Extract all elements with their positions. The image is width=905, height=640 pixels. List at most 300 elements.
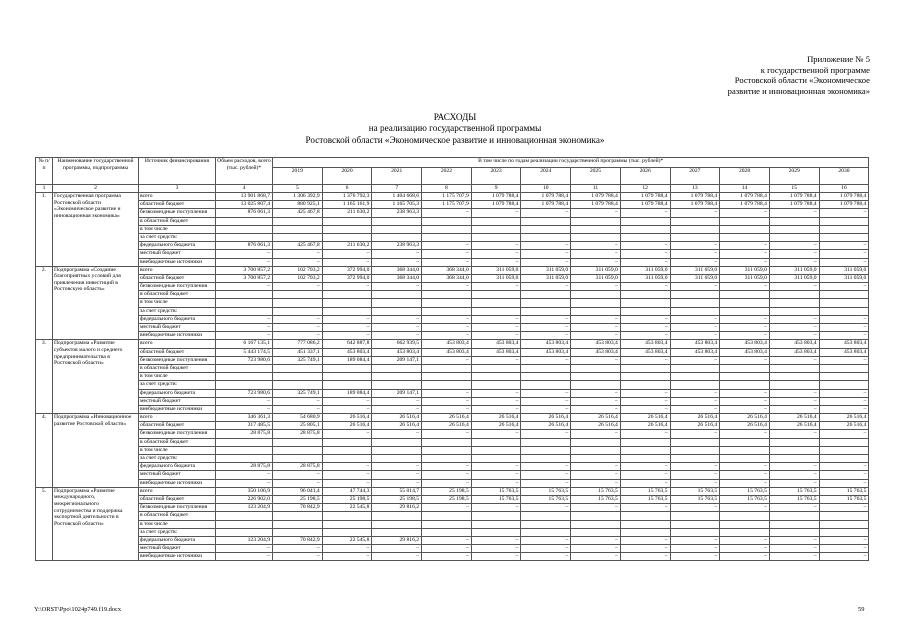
header-year: 2021 xyxy=(372,168,422,185)
year-amount: – xyxy=(769,250,819,258)
funding-source: областной бюджет xyxy=(139,274,216,282)
table-row xyxy=(36,430,869,438)
year-amount xyxy=(521,528,571,536)
year-amount: 1 079 788,4 xyxy=(471,193,521,201)
table-row xyxy=(36,291,869,299)
header-col-number: 6 xyxy=(322,185,372,193)
funding-source: всего xyxy=(139,487,216,495)
year-amount: – xyxy=(521,242,571,250)
year-amount xyxy=(571,528,621,536)
year-amount xyxy=(273,455,323,463)
table-row xyxy=(36,209,869,217)
year-amount xyxy=(670,446,720,454)
year-amount xyxy=(273,512,323,520)
year-amount: – xyxy=(521,283,571,291)
year-amount xyxy=(620,225,670,233)
year-amount: – xyxy=(422,315,472,323)
year-amount xyxy=(769,512,819,520)
year-amount: – xyxy=(769,209,819,217)
year-amount: 25 198,5 xyxy=(273,495,323,503)
funding-source: внебюджетные источники xyxy=(139,405,216,413)
year-amount xyxy=(322,455,372,463)
year-amount: 70 842,9 xyxy=(273,536,323,544)
year-amount: 29 816,2 xyxy=(372,504,422,512)
year-amount: – xyxy=(720,315,770,323)
year-amount: – xyxy=(819,209,869,217)
row-number: 2. xyxy=(36,266,53,340)
year-amount: 453 803,4 xyxy=(571,348,621,356)
year-amount: – xyxy=(322,479,372,487)
year-amount xyxy=(471,307,521,315)
year-amount: – xyxy=(471,389,521,397)
year-amount xyxy=(819,364,869,372)
funding-source: в областной бюджет xyxy=(139,438,216,446)
year-amount: – xyxy=(273,283,323,291)
year-amount xyxy=(670,299,720,307)
year-amount xyxy=(521,291,571,299)
year-amount xyxy=(471,446,521,454)
table-row xyxy=(36,258,869,266)
year-amount xyxy=(372,438,422,446)
year-amount: 311 059,0 xyxy=(521,266,571,274)
year-amount xyxy=(819,528,869,536)
total-amount xyxy=(216,438,273,446)
year-amount: – xyxy=(769,479,819,487)
year-amount: – xyxy=(720,553,770,561)
year-amount: – xyxy=(322,283,372,291)
year-amount xyxy=(670,307,720,315)
year-amount: – xyxy=(769,389,819,397)
year-amount xyxy=(322,233,372,241)
year-amount: 15 763,5 xyxy=(819,487,869,495)
year-amount: 1 404 668,6 xyxy=(372,193,422,201)
year-amount: – xyxy=(670,283,720,291)
year-amount xyxy=(769,307,819,315)
year-amount: 1 079 788,4 xyxy=(720,201,770,209)
year-amount xyxy=(372,381,422,389)
year-amount: 26 516,4 xyxy=(422,414,472,422)
year-amount xyxy=(571,217,621,225)
year-amount xyxy=(720,446,770,454)
year-amount xyxy=(819,225,869,233)
total-amount xyxy=(216,225,273,233)
year-amount: 1 079 788,4 xyxy=(670,193,720,201)
year-amount xyxy=(819,373,869,381)
year-amount: – xyxy=(620,553,670,561)
year-amount: – xyxy=(422,397,472,405)
year-amount: – xyxy=(819,389,869,397)
year-amount xyxy=(620,455,670,463)
year-amount: – xyxy=(769,332,819,340)
year-amount: – xyxy=(273,397,323,405)
year-amount: – xyxy=(720,405,770,413)
year-amount: – xyxy=(322,471,372,479)
year-amount xyxy=(521,307,571,315)
year-amount: – xyxy=(720,324,770,332)
year-amount: – xyxy=(372,283,422,291)
year-amount: – xyxy=(720,242,770,250)
year-amount: – xyxy=(670,258,720,266)
year-amount: – xyxy=(422,479,472,487)
year-amount: – xyxy=(620,332,670,340)
year-amount: 311 059,0 xyxy=(769,274,819,282)
year-amount: – xyxy=(620,258,670,266)
year-amount xyxy=(273,446,323,454)
appendix-line: развитие и инновационная экономика» xyxy=(727,85,870,96)
year-amount: 372 994,0 xyxy=(322,266,372,274)
year-amount xyxy=(273,364,323,372)
header-col-number: 15 xyxy=(769,185,819,193)
year-amount xyxy=(670,455,720,463)
year-amount xyxy=(471,291,521,299)
year-amount: 642 887,8 xyxy=(322,340,372,348)
year-amount xyxy=(620,364,670,372)
funding-source: всего xyxy=(139,414,216,422)
table-row xyxy=(36,373,869,381)
year-amount: – xyxy=(422,332,472,340)
year-amount: 26 516,4 xyxy=(571,422,621,430)
year-amount: 15 763,5 xyxy=(521,487,571,495)
year-amount xyxy=(670,291,720,299)
year-amount xyxy=(720,217,770,225)
year-amount: 26 516,4 xyxy=(720,414,770,422)
funding-source: областной бюджет xyxy=(139,201,216,209)
year-amount xyxy=(422,364,472,372)
year-amount xyxy=(620,446,670,454)
year-amount xyxy=(670,373,720,381)
year-amount: 453 803,4 xyxy=(571,340,621,348)
year-amount xyxy=(521,512,571,520)
year-amount: – xyxy=(720,209,770,217)
year-amount: – xyxy=(720,545,770,553)
table-row xyxy=(36,201,869,209)
year-amount: – xyxy=(322,463,372,471)
total-amount: – xyxy=(216,479,273,487)
year-amount xyxy=(422,455,472,463)
year-amount: 453 803,4 xyxy=(670,348,720,356)
year-amount: 211 630,2 xyxy=(322,242,372,250)
year-amount xyxy=(422,225,472,233)
year-amount: 26 516,4 xyxy=(670,422,720,430)
year-amount: – xyxy=(471,405,521,413)
year-amount xyxy=(471,438,521,446)
year-amount: – xyxy=(720,471,770,479)
year-amount xyxy=(819,455,869,463)
funding-source: в том числе xyxy=(139,520,216,528)
year-amount: – xyxy=(620,389,670,397)
year-amount: – xyxy=(471,536,521,544)
year-amount: – xyxy=(372,324,422,332)
year-amount: – xyxy=(620,545,670,553)
year-amount xyxy=(720,438,770,446)
year-amount xyxy=(322,299,372,307)
year-amount: – xyxy=(819,463,869,471)
funding-source: внебюджетные источники xyxy=(139,332,216,340)
year-amount: 26 516,4 xyxy=(471,414,521,422)
year-amount xyxy=(819,233,869,241)
year-amount: 311 059,0 xyxy=(670,266,720,274)
year-amount: – xyxy=(372,315,422,323)
year-amount: – xyxy=(471,553,521,561)
year-amount xyxy=(670,520,720,528)
year-amount xyxy=(620,307,670,315)
year-amount: – xyxy=(571,283,621,291)
header-name: Наименование государственной программы, подпрограммы xyxy=(53,158,139,185)
year-amount xyxy=(372,233,422,241)
year-amount: – xyxy=(521,471,571,479)
year-amount: 15 763,5 xyxy=(769,495,819,503)
title-line: РАСХОДЫ xyxy=(433,112,477,122)
year-amount: – xyxy=(819,545,869,553)
year-amount: 311 059,0 xyxy=(471,274,521,282)
year-amount: – xyxy=(819,332,869,340)
year-amount: – xyxy=(273,545,323,553)
year-amount xyxy=(670,528,720,536)
year-amount: – xyxy=(819,250,869,258)
table-row xyxy=(36,364,869,372)
year-amount xyxy=(720,520,770,528)
year-amount xyxy=(471,381,521,389)
year-amount: 15 763,5 xyxy=(471,495,521,503)
year-amount xyxy=(471,528,521,536)
funding-source: местный бюджет xyxy=(139,250,216,258)
year-amount: – xyxy=(521,545,571,553)
year-amount: 26 516,4 xyxy=(322,422,372,430)
funding-source: за счет средств: xyxy=(139,233,216,241)
year-amount: 311 059,0 xyxy=(720,266,770,274)
header-year: 2023 xyxy=(471,168,521,185)
year-amount: 311 059,0 xyxy=(571,274,621,282)
table-row xyxy=(36,242,869,250)
total-amount: 876 061,3 xyxy=(216,209,273,217)
year-amount: – xyxy=(322,250,372,258)
year-amount: – xyxy=(620,405,670,413)
total-amount: 5 443 174,5 xyxy=(216,348,273,356)
year-amount: 26 516,4 xyxy=(670,414,720,422)
year-amount: 25 198,5 xyxy=(322,495,372,503)
year-amount: – xyxy=(819,553,869,561)
year-amount: 662 939,5 xyxy=(372,340,422,348)
year-amount: – xyxy=(471,545,521,553)
year-amount: 1 079 788,4 xyxy=(571,201,621,209)
year-amount xyxy=(471,225,521,233)
year-amount: 311 059,0 xyxy=(720,274,770,282)
year-amount: – xyxy=(819,315,869,323)
year-amount: – xyxy=(422,258,472,266)
year-amount: – xyxy=(422,536,472,544)
year-amount: 26 516,4 xyxy=(422,422,472,430)
year-amount: – xyxy=(521,258,571,266)
year-amount xyxy=(372,446,422,454)
total-amount: – xyxy=(216,332,273,340)
year-amount: 453 803,4 xyxy=(322,348,372,356)
year-amount: 15 763,5 xyxy=(720,495,770,503)
year-amount xyxy=(769,364,819,372)
year-amount: – xyxy=(322,545,372,553)
year-amount: 54 680,9 xyxy=(273,414,323,422)
header-col-number: 1 xyxy=(36,185,53,193)
year-amount xyxy=(422,438,472,446)
year-amount: 25 805,1 xyxy=(273,422,323,430)
year-amount xyxy=(422,520,472,528)
year-amount: – xyxy=(769,545,819,553)
year-amount: – xyxy=(720,430,770,438)
year-amount: – xyxy=(422,283,472,291)
year-amount xyxy=(471,233,521,241)
total-amount: – xyxy=(216,553,273,561)
year-amount: 26 516,4 xyxy=(620,422,670,430)
year-amount: – xyxy=(273,405,323,413)
year-amount: – xyxy=(819,242,869,250)
year-amount xyxy=(819,217,869,225)
expenses-table xyxy=(35,157,869,561)
header-years-caption: В том числе по годам реализации государственной программы (тыс. рублей)* xyxy=(273,158,869,168)
appendix-line: Приложение № 5 xyxy=(807,54,870,64)
year-amount xyxy=(571,373,621,381)
year-amount: – xyxy=(322,430,372,438)
year-amount xyxy=(720,233,770,241)
total-amount: – xyxy=(216,471,273,479)
year-amount xyxy=(471,520,521,528)
year-amount xyxy=(422,373,472,381)
row-number: 1. xyxy=(36,193,53,267)
total-amount: 3 700 857,2 xyxy=(216,274,273,282)
year-amount: – xyxy=(571,536,621,544)
total-amount: – xyxy=(216,405,273,413)
year-amount: – xyxy=(571,553,621,561)
year-amount: 102 703,2 xyxy=(273,274,323,282)
year-amount xyxy=(372,225,422,233)
year-amount xyxy=(720,381,770,389)
year-amount xyxy=(521,373,571,381)
year-amount xyxy=(471,455,521,463)
year-amount: – xyxy=(720,283,770,291)
header-source: Источник финансирования xyxy=(139,158,216,185)
year-amount: – xyxy=(620,397,670,405)
year-amount: – xyxy=(819,283,869,291)
year-amount: – xyxy=(471,332,521,340)
total-amount: – xyxy=(216,315,273,323)
year-amount: – xyxy=(670,463,720,471)
year-amount xyxy=(471,217,521,225)
year-amount xyxy=(273,438,323,446)
table-row xyxy=(36,495,869,503)
year-amount: 25 198,5 xyxy=(422,495,472,503)
year-amount xyxy=(769,381,819,389)
year-amount: – xyxy=(322,258,372,266)
table-row xyxy=(36,332,869,340)
year-amount: 1 079 788,4 xyxy=(769,193,819,201)
year-amount xyxy=(819,299,869,307)
year-amount xyxy=(322,217,372,225)
year-amount: – xyxy=(422,250,472,258)
header-year: 2019 xyxy=(273,168,323,185)
year-amount: 209 147,1 xyxy=(372,356,422,364)
year-amount xyxy=(372,217,422,225)
year-amount: 15 763,5 xyxy=(571,487,621,495)
table-row xyxy=(36,299,869,307)
year-amount: – xyxy=(521,504,571,512)
year-amount xyxy=(322,291,372,299)
year-amount: – xyxy=(273,553,323,561)
year-amount xyxy=(769,438,819,446)
year-amount: 311 059,0 xyxy=(571,266,621,274)
year-amount: – xyxy=(471,250,521,258)
year-amount: – xyxy=(670,242,720,250)
year-amount xyxy=(769,299,819,307)
table-row xyxy=(36,324,869,332)
year-amount: – xyxy=(620,463,670,471)
header-year: 2026 xyxy=(620,168,670,185)
year-amount: – xyxy=(273,471,323,479)
year-amount xyxy=(620,512,670,520)
year-amount xyxy=(322,512,372,520)
table-row xyxy=(36,348,869,356)
year-amount xyxy=(571,299,621,307)
year-amount: – xyxy=(471,479,521,487)
year-amount: 453 803,4 xyxy=(819,340,869,348)
page-number: 59 xyxy=(858,606,865,613)
year-amount: – xyxy=(372,430,422,438)
funding-source: безвозмездные поступления xyxy=(139,430,216,438)
table-row xyxy=(36,504,869,512)
year-amount: – xyxy=(620,479,670,487)
funding-source: безвозмездные поступления xyxy=(139,356,216,364)
year-amount: 1 079 788,4 xyxy=(670,201,720,209)
year-amount: – xyxy=(670,250,720,258)
year-amount xyxy=(670,217,720,225)
year-amount xyxy=(620,520,670,528)
year-amount: – xyxy=(521,315,571,323)
year-amount: – xyxy=(422,553,472,561)
year-amount xyxy=(273,217,323,225)
year-amount xyxy=(571,438,621,446)
funding-source: федерального бюджета xyxy=(139,536,216,544)
funding-source: федерального бюджета xyxy=(139,463,216,471)
year-amount: 55 014,7 xyxy=(372,487,422,495)
header-col-number: 14 xyxy=(720,185,770,193)
header-col-number: 12 xyxy=(620,185,670,193)
year-amount: 26 516,4 xyxy=(720,422,770,430)
year-amount xyxy=(471,373,521,381)
year-amount: – xyxy=(521,405,571,413)
year-amount: 368 344,0 xyxy=(422,274,472,282)
year-amount: – xyxy=(571,471,621,479)
year-amount xyxy=(521,446,571,454)
year-amount: 15 763,5 xyxy=(819,495,869,503)
year-amount: 425 467,8 xyxy=(273,242,323,250)
year-amount: – xyxy=(819,430,869,438)
year-amount xyxy=(720,528,770,536)
year-amount: – xyxy=(273,332,323,340)
year-amount: 453 803,4 xyxy=(670,340,720,348)
year-amount: – xyxy=(670,332,720,340)
year-amount xyxy=(273,225,323,233)
year-amount xyxy=(571,446,621,454)
year-amount: – xyxy=(422,504,472,512)
row-number: 3. xyxy=(36,340,53,414)
year-amount: 453 803,4 xyxy=(620,348,670,356)
year-amount: – xyxy=(273,315,323,323)
year-amount: – xyxy=(571,324,621,332)
year-amount: – xyxy=(372,545,422,553)
year-amount: – xyxy=(422,324,472,332)
year-amount: – xyxy=(273,479,323,487)
table-row xyxy=(36,487,869,495)
year-amount: 189 084,4 xyxy=(322,389,372,397)
year-amount: – xyxy=(422,471,472,479)
year-amount: – xyxy=(322,397,372,405)
